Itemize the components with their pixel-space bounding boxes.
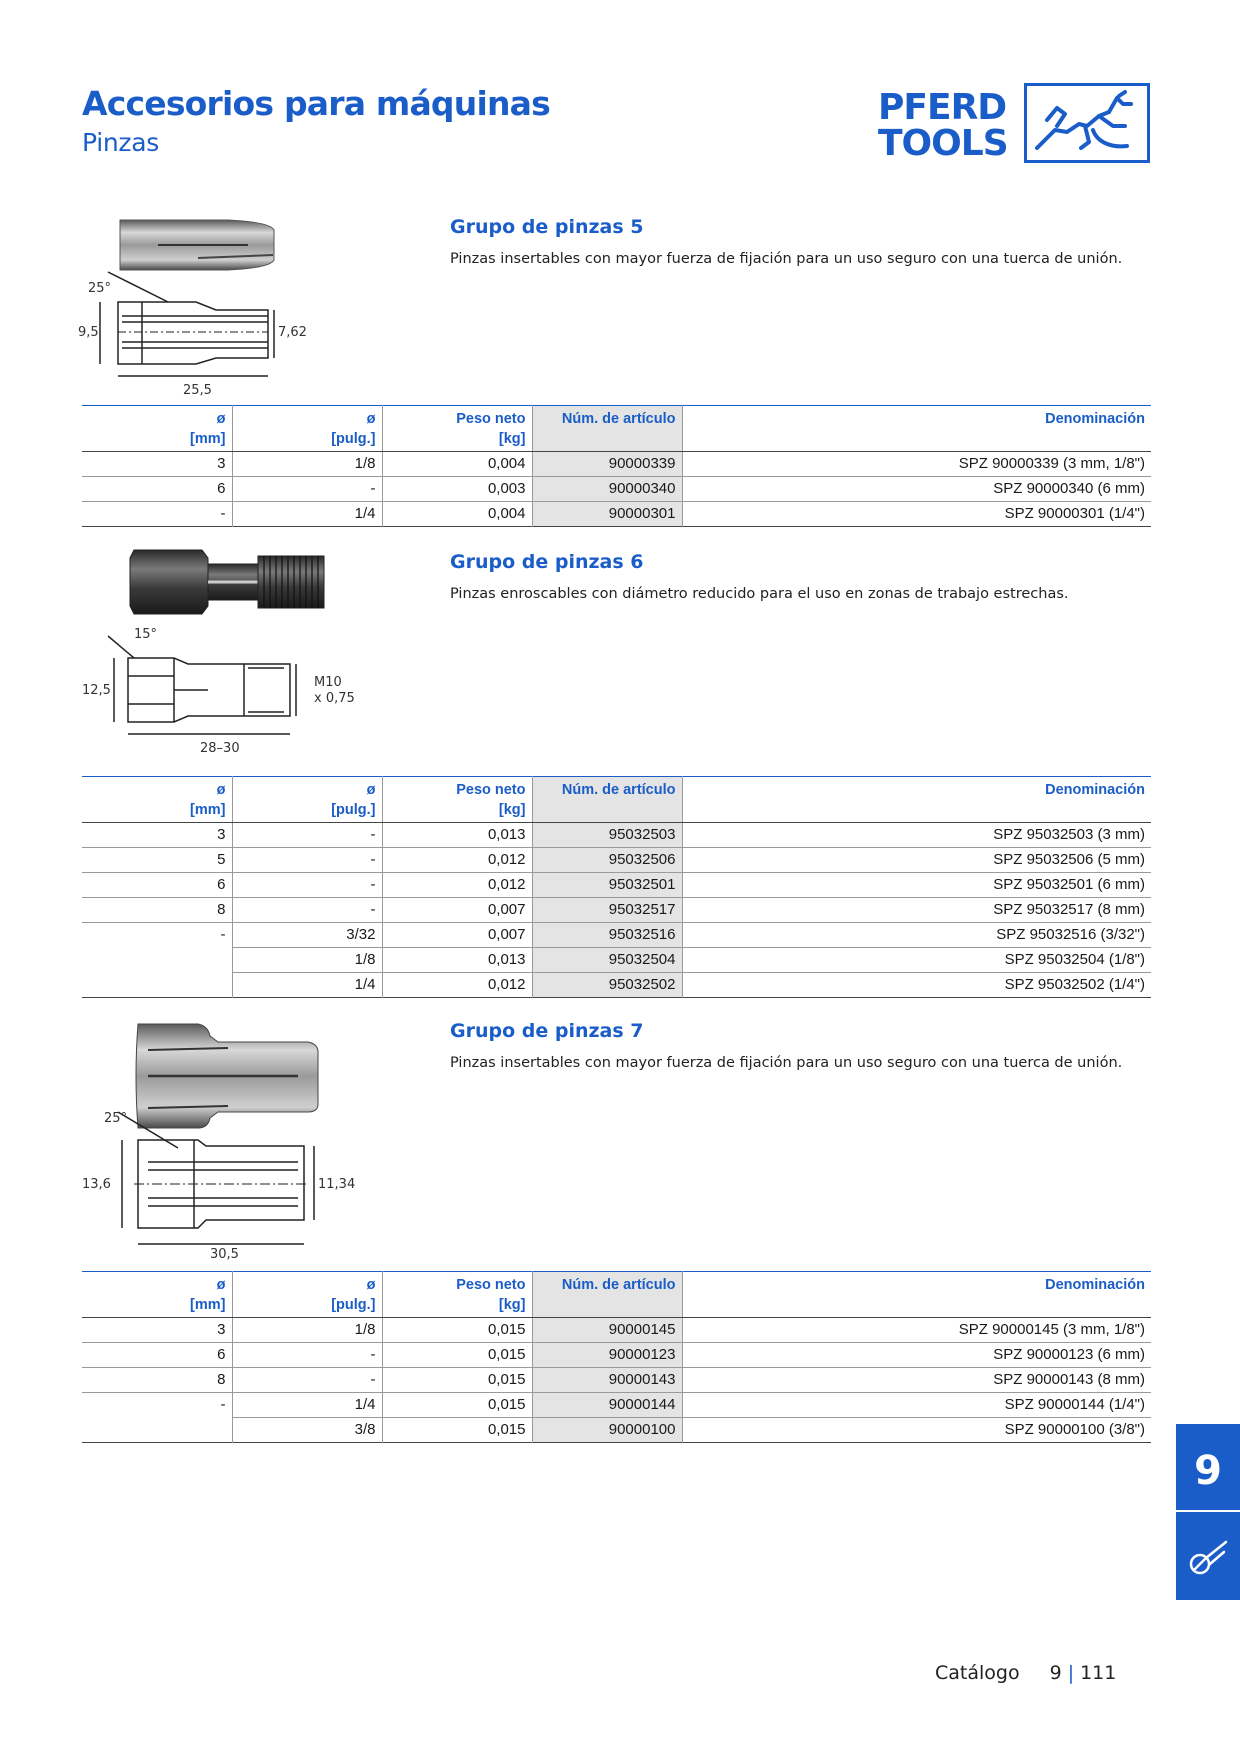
logo-text-line2: TOOLS: [878, 123, 1008, 164]
footer-separator: |: [1067, 1662, 1075, 1684]
cell-inch: 3/8: [232, 1418, 382, 1443]
section-description: Pinzas insertables con mayor fuerza de fijación para un uso seguro con una tuerca de unión.: [450, 1055, 1123, 1071]
cell-designation: SPZ 90000100 (3/8"): [682, 1418, 1151, 1443]
section-title: Grupo de pinzas 7: [450, 1020, 644, 1042]
cell-article: 90000301: [532, 502, 682, 527]
header-diameter-mm: ø [mm]: [82, 406, 232, 452]
cell-designation: SPZ 90000339 (3 mm, 1/8"): [682, 452, 1151, 477]
cell-article: 95032501: [532, 873, 682, 898]
cell-article: 90000339: [532, 452, 682, 477]
header-designation: Denominación: [682, 777, 1151, 823]
cell-inch: -: [232, 873, 382, 898]
cell-designation: SPZ 90000145 (3 mm, 1/8"): [682, 1318, 1151, 1343]
collet-5-illustration: [78, 210, 378, 398]
cell-designation: SPZ 95032504 (1/8"): [682, 948, 1151, 973]
cell-mm: 5: [82, 848, 232, 873]
cell-inch: -: [232, 1368, 382, 1393]
page-subtitle: Pinzas: [82, 128, 159, 157]
cell-inch: 1/4: [232, 502, 382, 527]
cell-mm: 6: [82, 1343, 232, 1368]
collet-7-illustration: [78, 1022, 378, 1262]
table-header-row: [82, 406, 1151, 452]
cell-designation: SPZ 90000143 (8 mm): [682, 1368, 1151, 1393]
section-title: Grupo de pinzas 6: [450, 551, 644, 573]
cell-weight: 0,015: [382, 1368, 532, 1393]
footer-chapter: 9: [1049, 1662, 1062, 1684]
dim-thread-pitch: x 0,75: [314, 691, 355, 706]
header-diameter-inch: ø [pulg.]: [232, 1272, 382, 1318]
cell-article: 95032517: [532, 898, 682, 923]
page-title: Accesorios para máquinas: [82, 84, 550, 123]
header-net-weight: Peso neto [kg]: [382, 406, 532, 452]
table-row: [82, 873, 1151, 898]
horse-logo-icon: [1024, 83, 1150, 163]
cell-mm: [82, 1418, 232, 1443]
dim-length: 28–30: [200, 741, 240, 756]
cell-article: 95032503: [532, 823, 682, 848]
section-title: Grupo de pinzas 5: [450, 216, 644, 238]
cell-weight: 0,015: [382, 1393, 532, 1418]
header-diameter-mm: ø [mm]: [82, 777, 232, 823]
logo-text-line1: PFERD: [878, 87, 1007, 128]
cell-designation: SPZ 95032501 (6 mm): [682, 873, 1151, 898]
cell-inch: 1/8: [232, 452, 382, 477]
cell-inch: 1/4: [232, 1393, 382, 1418]
table-row: [82, 1418, 1151, 1443]
tab-divider: [1176, 1510, 1240, 1512]
header-net-weight: Peso neto [kg]: [382, 1272, 532, 1318]
cell-designation: SPZ 90000340 (6 mm): [682, 477, 1151, 502]
cell-mm: -: [82, 502, 232, 527]
header-designation: Denominación: [682, 1272, 1151, 1318]
dim-length: 25,5: [183, 383, 212, 398]
table-row: [82, 1368, 1151, 1393]
page-footer: [935, 1662, 1116, 1684]
dim-left: 9,5: [78, 325, 99, 340]
table-row: [82, 1343, 1151, 1368]
cell-article: 90000145: [532, 1318, 682, 1343]
cell-weight: 0,004: [382, 452, 532, 477]
cell-article: 90000100: [532, 1418, 682, 1443]
cell-weight: 0,007: [382, 923, 532, 948]
cell-weight: 0,012: [382, 848, 532, 873]
cell-article: 95032504: [532, 948, 682, 973]
dim-right: 7,62: [278, 325, 307, 340]
cell-weight: 0,007: [382, 898, 532, 923]
cell-designation: SPZ 90000144 (1/4"): [682, 1393, 1151, 1418]
cell-inch: 1/8: [232, 1318, 382, 1343]
cell-weight: 0,012: [382, 973, 532, 998]
spec-table: [82, 776, 1151, 998]
spec-table: [82, 405, 1151, 527]
cell-designation: SPZ 95032516 (3/32"): [682, 923, 1151, 948]
table-header-row: [82, 777, 1151, 823]
cell-weight: 0,015: [382, 1418, 532, 1443]
dim-left: 12,5: [82, 683, 111, 698]
cell-designation: SPZ 95032503 (3 mm): [682, 823, 1151, 848]
cell-mm: 6: [82, 873, 232, 898]
dim-left: 13,6: [82, 1177, 111, 1192]
table-row: [82, 1393, 1151, 1418]
cell-weight: 0,004: [382, 502, 532, 527]
cell-inch: 3/32: [232, 923, 382, 948]
table-header-row: [82, 1272, 1151, 1318]
cell-inch: -: [232, 898, 382, 923]
cell-weight: 0,015: [382, 1318, 532, 1343]
cell-inch: 1/8: [232, 948, 382, 973]
dim-length: 30,5: [210, 1247, 239, 1262]
dim-angle: 25°: [104, 1111, 128, 1126]
cell-designation: SPZ 90000123 (6 mm): [682, 1343, 1151, 1368]
dim-right: 11,34: [318, 1177, 356, 1192]
chapter-tab[interactable]: [1176, 1424, 1240, 1600]
cell-mm: 8: [82, 1368, 232, 1393]
dim-angle: 15°: [134, 627, 158, 642]
chapter-number: 9: [1194, 1448, 1222, 1494]
cell-mm: 3: [217, 826, 226, 843]
header-diameter-mm: ø [mm]: [82, 1272, 232, 1318]
cell-weight: 0,012: [382, 873, 532, 898]
cell-designation: SPZ 95032517 (8 mm): [682, 898, 1151, 923]
table-row: [82, 948, 1151, 973]
cell-inch: -: [232, 848, 382, 873]
cell-mm: -: [82, 923, 232, 948]
table-row: [82, 477, 1151, 502]
cell-weight: 0,015: [382, 1343, 532, 1368]
table-row: [82, 898, 1151, 923]
cell-article: 95032506: [532, 848, 682, 873]
cell-article: 90000143: [532, 1368, 682, 1393]
cell-designation: SPZ 95032506 (5 mm): [682, 848, 1151, 873]
cell-inch: -: [232, 823, 382, 848]
cell-mm: -: [82, 1393, 232, 1418]
header-net-weight: Peso neto [kg]: [382, 777, 532, 823]
header-diameter-inch: ø [pulg.]: [232, 777, 382, 823]
cell-article: 95032502: [532, 973, 682, 998]
header-article-number: Núm. de artículo: [532, 777, 682, 823]
table-row: [82, 823, 1151, 848]
section-description: Pinzas enroscables con diámetro reducido para el uso en zonas de trabajo estrechas.: [450, 586, 1069, 602]
cell-article: 90000123: [532, 1343, 682, 1368]
cell-article: 95032516: [532, 923, 682, 948]
cell-inch: -: [232, 477, 382, 502]
cell-article: 90000144: [532, 1393, 682, 1418]
cell-inch: -: [232, 1343, 382, 1368]
header-designation: Denominación: [682, 406, 1151, 452]
cell-designation: SPZ 95032502 (1/4"): [682, 973, 1151, 998]
cell-mm: [82, 948, 232, 973]
angle-grinder-icon: [1186, 1534, 1230, 1578]
collet-6-illustration: [78, 548, 378, 758]
header-diameter-inch: ø [pulg.]: [232, 406, 382, 452]
cell-weight: 0,013: [382, 948, 532, 973]
table-row: [82, 923, 1151, 948]
cell-designation: SPZ 90000301 (1/4"): [682, 502, 1151, 527]
table-row: [82, 973, 1151, 998]
table-row: [82, 452, 1151, 477]
header-article-number: Núm. de artículo: [532, 1272, 682, 1318]
table-row: [82, 1318, 1151, 1343]
cell-mm: [82, 973, 232, 998]
footer-page-number: 111: [1080, 1662, 1117, 1684]
cell-mm: 3: [217, 1321, 226, 1338]
cell-mm: 3: [217, 455, 226, 472]
table-row: [82, 848, 1151, 873]
cell-inch: 1/4: [232, 973, 382, 998]
cell-mm: 6: [82, 477, 232, 502]
cell-weight: 0,013: [382, 823, 532, 848]
cell-weight: 0,003: [382, 477, 532, 502]
cell-article: 90000340: [532, 477, 682, 502]
table-row: [82, 502, 1151, 527]
section-description: Pinzas insertables con mayor fuerza de fijación para un uso seguro con una tuerca de unión.: [450, 251, 1123, 267]
footer-catalog-label: Catálogo: [935, 1662, 1020, 1684]
dim-thread: M10: [314, 675, 342, 690]
spec-table: [82, 1271, 1151, 1443]
header-article-number: Núm. de artículo: [532, 406, 682, 452]
cell-mm: 8: [82, 898, 232, 923]
dim-angle: 25°: [88, 281, 112, 296]
